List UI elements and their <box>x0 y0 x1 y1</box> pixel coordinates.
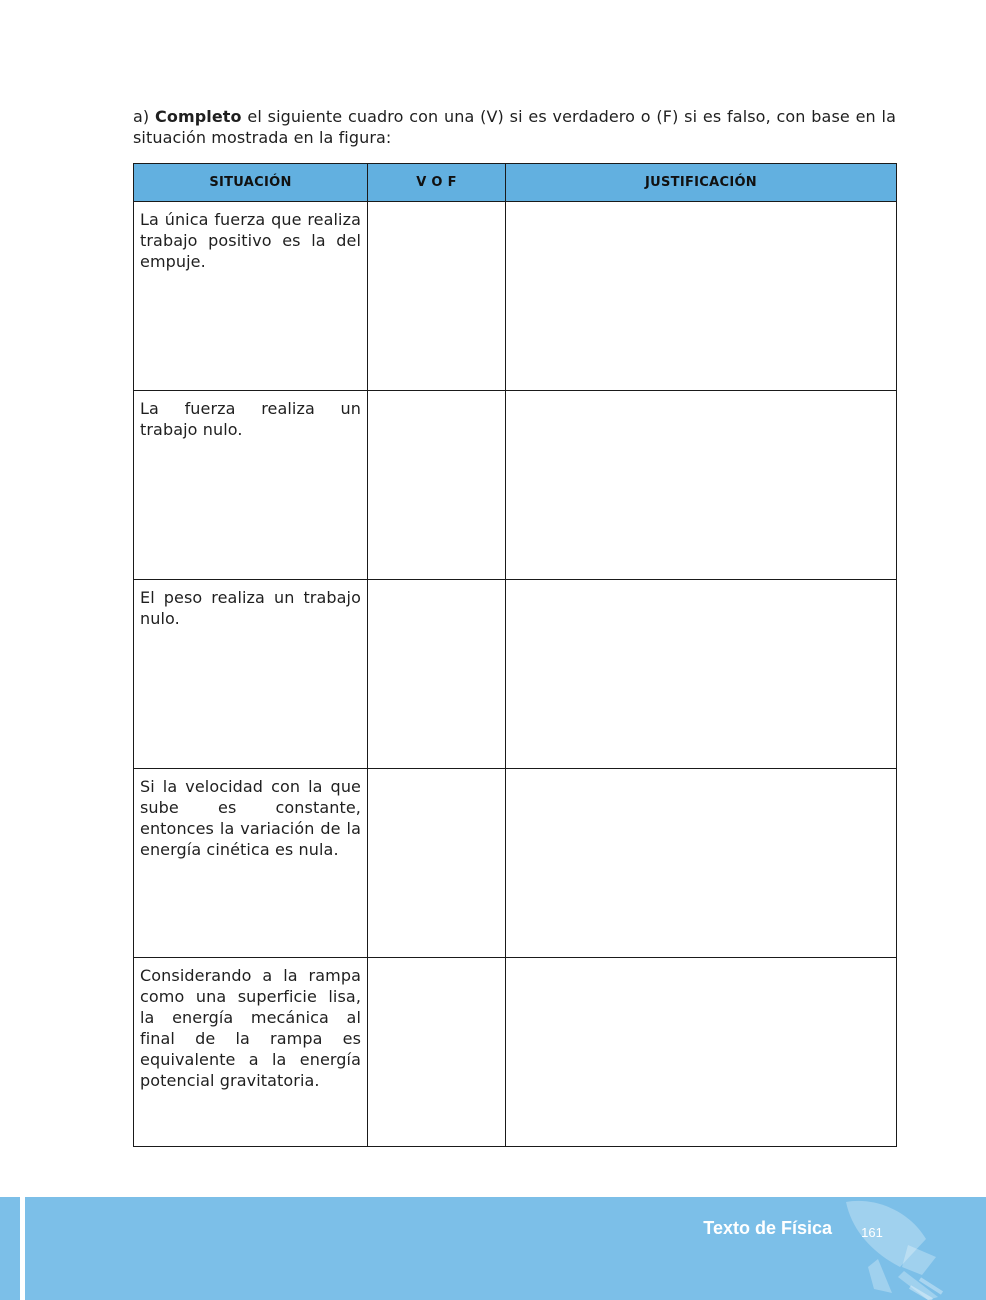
vof-answer-cell[interactable] <box>368 580 506 769</box>
vof-answer-cell[interactable] <box>368 769 506 958</box>
situacion-text: La única fuerza que realiza trabajo positivo es la del empuje. <box>140 210 361 271</box>
table-row <box>134 391 897 580</box>
footer-stripe <box>20 1197 25 1300</box>
table-row <box>134 769 897 958</box>
justificacion-answer-cell[interactable] <box>506 391 897 580</box>
justificacion-answer-cell[interactable] <box>506 769 897 958</box>
situacion-cell <box>134 580 368 769</box>
page-footer <box>0 1197 986 1300</box>
situacion-cell <box>134 391 368 580</box>
justificacion-answer-cell[interactable] <box>506 202 897 391</box>
situacion-text: Considerando a la rampa como una superficie lisa, la energía mecánica al final de la rampa es equivalente a la energía potencial gravitatoria. <box>140 966 361 1090</box>
situacion-text: El peso realiza un trabajo nulo. <box>140 588 361 628</box>
situacion-text: La fuerza realiza un trabajo nulo. <box>140 399 361 439</box>
book-title: Texto de Física <box>703 1218 832 1238</box>
justificacion-answer-cell[interactable] <box>506 958 897 1147</box>
situacion-cell <box>134 958 368 1147</box>
true-false-table <box>133 163 897 1147</box>
header-v-o-f: V O F <box>368 164 506 202</box>
vof-answer-cell[interactable] <box>368 202 506 391</box>
table-row <box>134 958 897 1147</box>
situacion-cell <box>134 769 368 958</box>
justificacion-answer-cell[interactable] <box>506 580 897 769</box>
table-row <box>134 202 897 391</box>
header-situacion: SITUACIÓN <box>134 164 368 202</box>
situacion-text: Si la velocidad con la que sube es constante, entonces la variación de la energía cinética es nula. <box>140 777 361 859</box>
instruction-paragraph <box>133 106 896 148</box>
vof-answer-cell[interactable] <box>368 958 506 1147</box>
situacion-cell <box>134 202 368 391</box>
instruction-prefix: a) <box>133 107 156 126</box>
instruction-verb: Completo <box>155 107 242 126</box>
table-row <box>134 580 897 769</box>
instruction-text: el siguiente cuadro con una (V) si es verdadero o (F) si es falso, con base en la situación mostrada en la figura: <box>133 107 896 147</box>
header-justificacion: JUSTIFICACIÓN <box>506 164 897 202</box>
page-number: 161 <box>861 1225 883 1240</box>
table-header-row <box>134 164 897 202</box>
vof-answer-cell[interactable] <box>368 391 506 580</box>
